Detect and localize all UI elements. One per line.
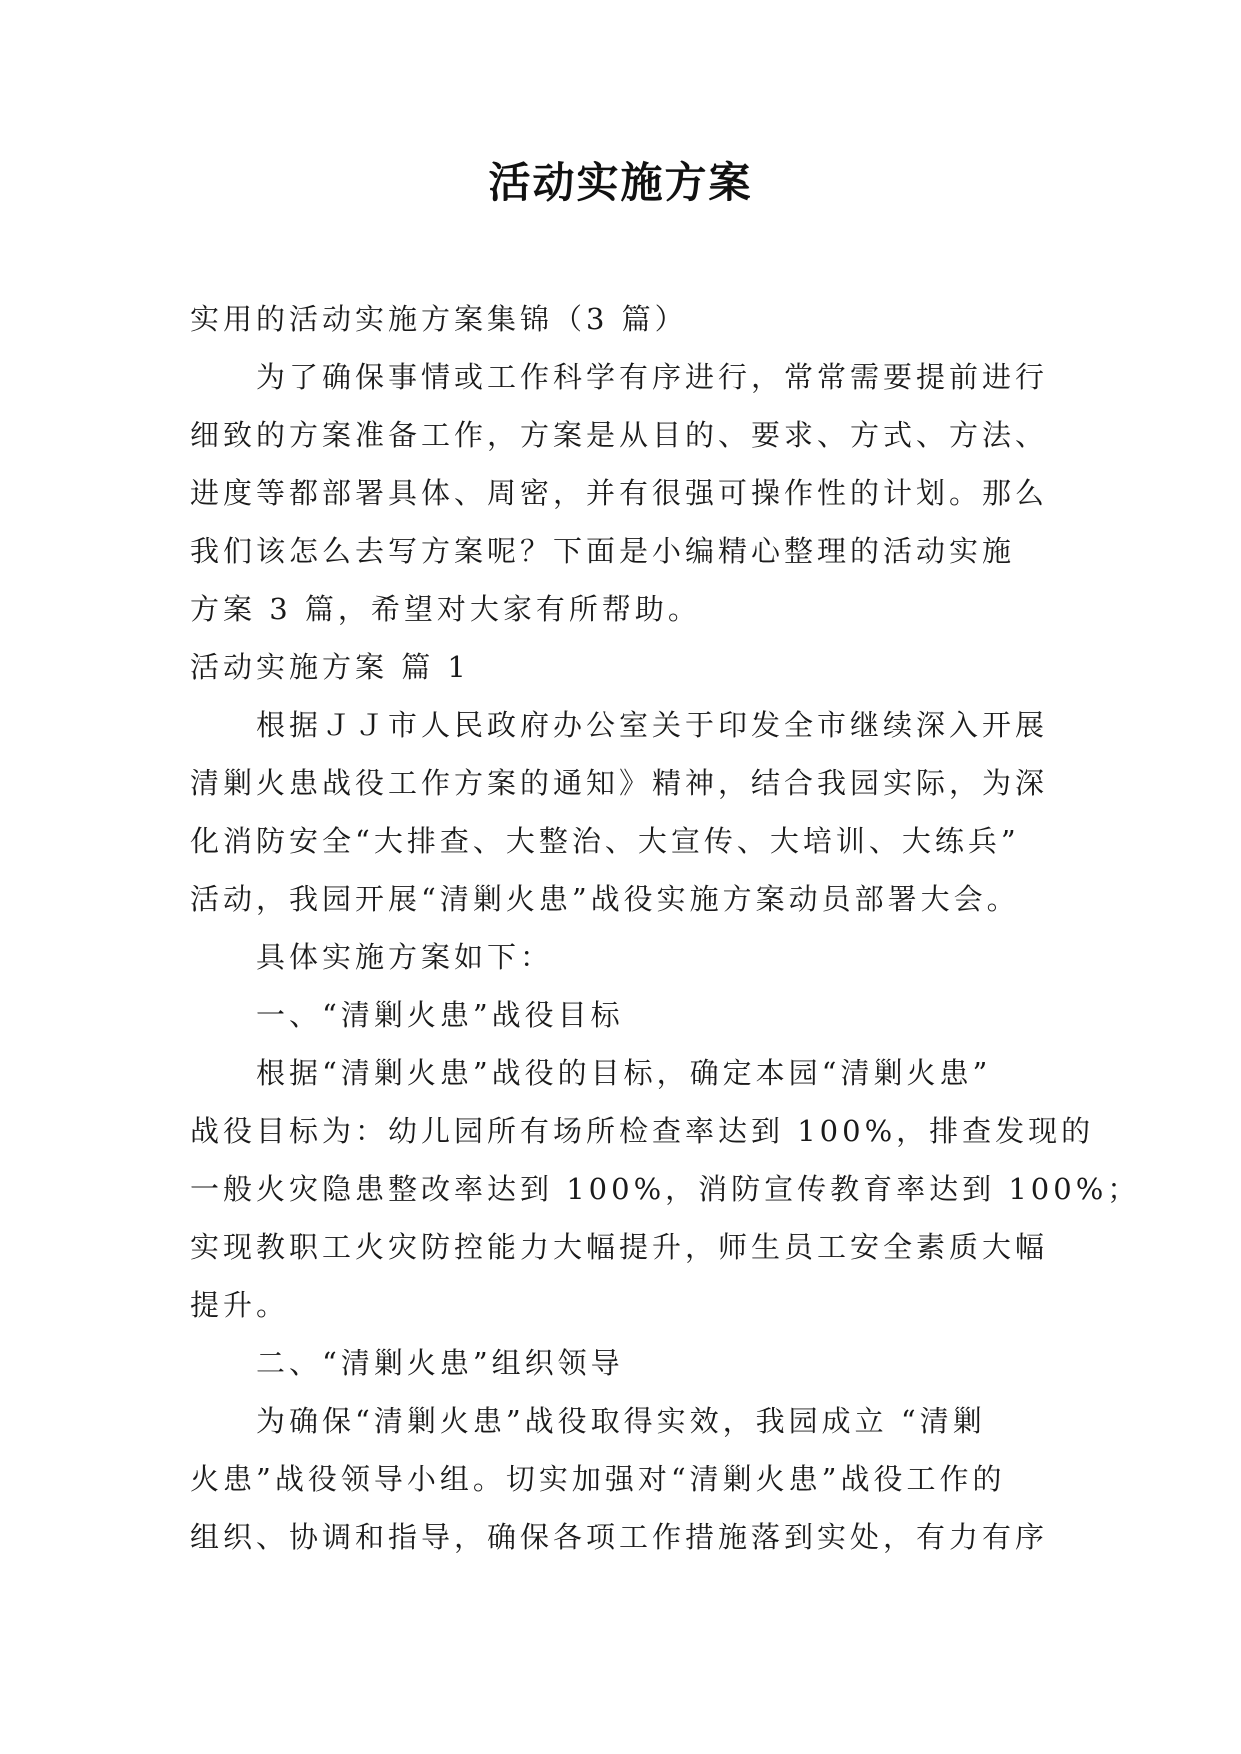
- text-line: 提升。: [190, 1288, 290, 1322]
- text-line: 清剿火患战役工作方案的通知》精神，结合我园实际，为深: [190, 766, 1049, 800]
- text-line: 根据ＪＪ市人民政府办公室关于印发全市继续深入开展: [256, 708, 1049, 742]
- text-line: 为确保“清剿火患”战役取得实效，我园成立 “清剿: [256, 1404, 986, 1438]
- subsection-heading: 二、“清剿火患”组织领导: [256, 1346, 624, 1380]
- text-line: 具体实施方案如下：: [256, 940, 554, 974]
- text-line: 根据“清剿火患”战役的目标，确定本园“清剿火患”: [256, 1056, 992, 1090]
- text-line: 我们该怎么去写方案呢？下面是小编精心整理的活动实施: [190, 534, 1016, 568]
- text-line: 进度等都部署具体、周密，并有很强可操作性的计划。那么: [190, 476, 1049, 510]
- text-line: 火患”战役领导小组。切实加强对“清剿火患”战役工作的: [190, 1462, 1006, 1496]
- subsection-heading: 一、“清剿火患”战役目标: [256, 998, 624, 1032]
- text-line: 实用的活动实施方案集锦（3 篇）: [190, 302, 688, 336]
- text-line: 一般火灾隐患整改率达到 100%，消防宣传教育率达到 100%；: [190, 1172, 1141, 1206]
- text-line: 战役目标为：幼儿园所有场所检查率达到 100%，排查发现的: [190, 1114, 1095, 1148]
- section-heading: 活动实施方案 篇 1: [190, 650, 470, 684]
- text-line: 为了确保事情或工作科学有序进行，常常需要提前进行: [256, 360, 1049, 394]
- text-line: 实现教职工火灾防控能力大幅提升，师生员工安全素质大幅: [190, 1230, 1049, 1264]
- text-line: 细致的方案准备工作，方案是从目的、要求、方式、方法、: [190, 418, 1049, 452]
- text-line: 组织、协调和指导，确保各项工作措施落到实处，有力有序: [190, 1520, 1049, 1554]
- text-line: 化消防安全“大排查、大整治、大宣传、大培训、大练兵”: [190, 824, 1020, 858]
- text-line: 方案 3 篇，希望对大家有所帮助。: [190, 592, 701, 626]
- text-line: 活动，我园开展“清剿火患”战役实施方案动员部署大会。: [190, 882, 1020, 916]
- document-body: [190, 290, 1141, 1566]
- document-title: 活动实施方案: [488, 158, 753, 207]
